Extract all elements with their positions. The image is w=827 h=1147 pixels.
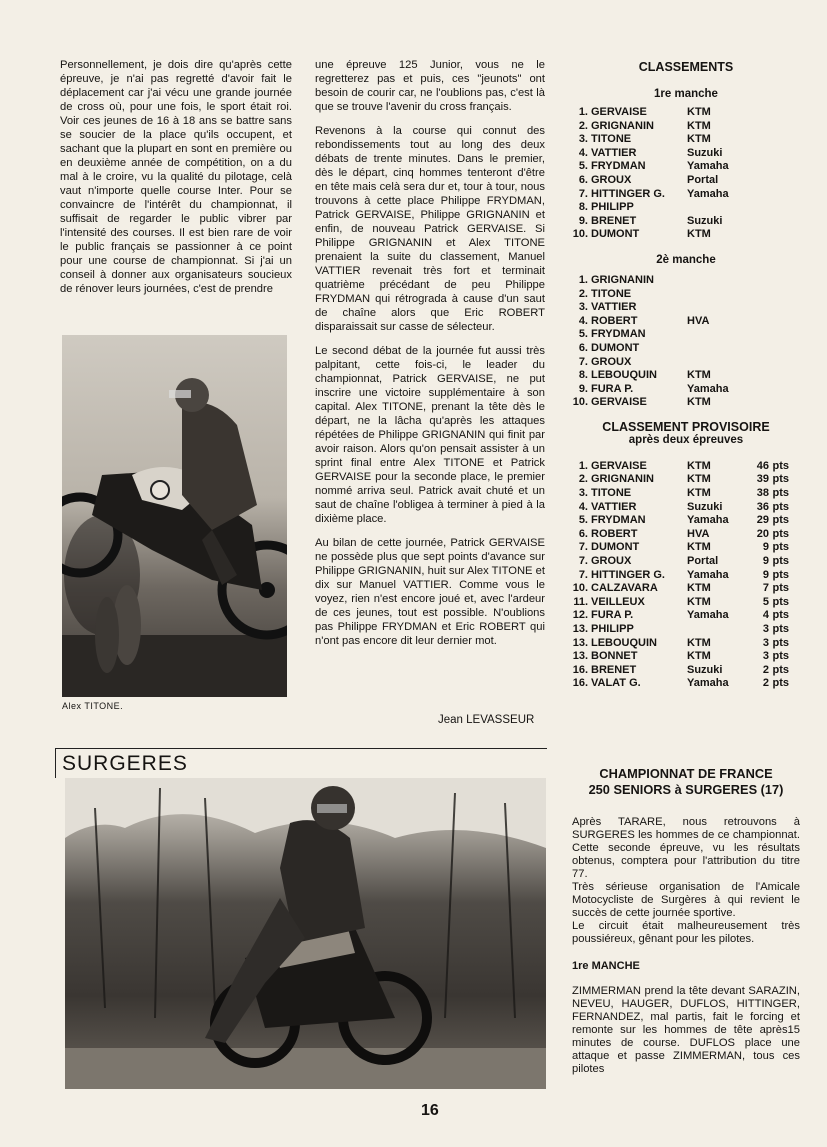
bike-make: Yamaha <box>687 382 729 395</box>
bike-make: Yamaha <box>687 568 729 581</box>
result-row <box>572 528 789 542</box>
points-cell <box>745 528 789 542</box>
rider-name: FRYDMAN <box>591 160 646 173</box>
points-value: 20 <box>756 527 769 540</box>
bike-make: KTM <box>687 396 711 409</box>
rider-name: BRENET <box>591 663 637 676</box>
rider-name: ROBERT <box>591 527 638 540</box>
result-row <box>572 369 745 383</box>
rider-name: FRYDMAN <box>591 514 646 527</box>
championnat-paragraph-1: Après TARARE, nous retrouvons à SURGERES les hommes de ce championnat. Cette seconde épreuve, vu les résultats obtenus, comptera pour l'attribution du titre 77. <box>572 816 800 880</box>
result-position: 11. <box>573 595 588 608</box>
points-value: 38 <box>756 487 769 500</box>
points-cell <box>745 487 789 501</box>
result-row <box>572 569 789 583</box>
article-column-2 <box>315 58 545 658</box>
rider-name: CALZAVARA <box>591 582 658 595</box>
bike-make: KTM <box>687 369 711 382</box>
author-signature: Jean LEVASSEUR <box>438 714 535 726</box>
championnat-manche-label: 1re MANCHE <box>572 960 640 972</box>
championnat-manche-text: ZIMMERMAN prend la tête devant SARAZIN, NEVEU, HAUGER, DUFLOS, HITTINGER, FERNANDEZ, mal partis, fait le forcing et remonte sur les hommes de tête après15 minutes de course. DUFLOS place une attaque et passe ZIMMERMAN, tous ces pilotes <box>572 985 800 1075</box>
article-paragraph: Le second débat de la journée fut aussi très palpitant, cette fois-ci, le leader du championnat, Patrick GERVAISE, ne put inscrire une victoire supplémentaire à son capital. Alex TITONE, prenant la tête dès le départ, ne la lâcha qu'après les attaques répétées de Philippe GRIGNANIN qui finit par avoir raison. Alors qu'on pensait assister à un sprint final entre Alex TITONE et Patrick GERVAISE pour la seconde place, le premier nommé arriva seul. Patrick avait chuté et un saut de chaîne l'obligea à terminer à pied à la dixième place. <box>315 345 545 525</box>
bike-make: Suzuki <box>687 146 723 159</box>
result-position: 1. <box>578 459 588 472</box>
bike-make: Yamaha <box>687 187 729 200</box>
rider-name: LEBOUQUIN <box>591 636 657 649</box>
points-value: 9 <box>762 541 769 554</box>
result-row <box>572 501 789 515</box>
result-position: 1. <box>578 273 588 286</box>
points-cell <box>745 514 789 528</box>
result-row <box>572 555 789 569</box>
points-unit: pts <box>772 636 789 649</box>
result-position: 2. <box>578 287 588 300</box>
classements-title: CLASSEMENTS <box>638 60 734 74</box>
result-position: 2. <box>578 473 588 486</box>
result-position: 3. <box>578 301 588 314</box>
bike-make: Yamaha <box>687 677 729 690</box>
result-position: 4. <box>578 500 588 513</box>
points-cell <box>745 623 789 637</box>
bike-make: HVA <box>687 527 710 540</box>
points-value: 2 <box>762 663 769 676</box>
result-position: 10. <box>572 228 588 241</box>
bike-make <box>687 274 745 288</box>
result-position: 4. <box>578 314 588 327</box>
points-unit: pts <box>772 514 789 527</box>
bike-make: Yamaha <box>687 160 729 173</box>
result-position: 6. <box>578 341 588 354</box>
result-row <box>572 514 789 528</box>
points-value: 3 <box>762 636 769 649</box>
article-paragraph: Revenons à la course qui connut des rebondissements tout au long des deux débats de trente minutes. Dans le premier, dès le départ, cinq hommes tenteront d'être en tête mais celà sera dur et, tour à tour, nous trouvons à cette place Philippe FRYDMAN, Patrick GERVAISE, Philippe GRIGNANIN et enfin, de nouveau Patrick GERVAISE. Si Philippe GRIGNANIN et Alex TITONE prenaient la suite du classement, Manuel VATTIER revenait très fort et terminait quatrième précédant de peu Philippe FRYDMAN qui rétrograda à cause d'un saut de chaîne alors que Eric ROBERT disparaissait sur casse de sélecteur. <box>315 125 545 333</box>
rider-name: BRENET <box>591 214 637 227</box>
result-position: 7. <box>578 555 588 568</box>
championnat-title-line2: 250 SENIORS à SURGERES (17) <box>588 782 784 797</box>
result-position: 5. <box>578 160 588 173</box>
bike-make: Yamaha <box>687 609 729 622</box>
bike-make: KTM <box>687 582 711 595</box>
manche1-table <box>572 106 745 242</box>
rider-name: HITTINGER G. <box>591 568 665 581</box>
championnat-paragraph-2: Très sérieuse organisation de l'Amicale Motocycliste de Surgères à qui revient le succès de cette journée sportive. <box>572 881 800 919</box>
rider-name: GROUX <box>591 355 632 368</box>
points-unit: pts <box>772 459 789 472</box>
article-paragraph: une épreuve 125 Junior, vous ne le regretterez pas et puis, ces "jeunots" ont besoin de courir car, ne l'oublions pas, c'est là que se trouve l'avenir du cross français. <box>315 59 545 113</box>
points-value: 4 <box>762 609 769 622</box>
provisoire-table <box>572 460 789 691</box>
rider-name: FURA P. <box>591 609 634 622</box>
article-paragraph: Au bilan de cette journée, Patrick GERVAISE ne possède plus que sept points d'avance sur Philippe GRIGNANIN, huit sur Alex TITONE et dix sur Manuel VATTIER. Comme vous le voyez, rien n'est encore joué et, avec l'ardeur de ces jeunes, tout est possible. N'oublions pas Philippe FRYDMAN et Eric ROBERT qui n'ont pas encore dit leur dernier mot. <box>315 537 545 647</box>
points-cell <box>745 596 789 610</box>
points-cell <box>745 555 789 569</box>
result-row <box>572 473 789 487</box>
bike-make: KTM <box>687 133 711 146</box>
result-row <box>572 487 789 501</box>
rider-name: GRIGNANIN <box>591 273 654 286</box>
points-cell <box>745 609 789 623</box>
result-row <box>572 288 745 302</box>
points-unit: pts <box>772 623 789 635</box>
result-row <box>572 383 745 397</box>
bike-make <box>687 301 745 315</box>
bike-make: KTM <box>687 487 711 500</box>
rider-name: FRYDMAN <box>591 328 646 341</box>
points-cell <box>745 637 789 651</box>
rider-name: VATTIER <box>591 301 637 314</box>
points-cell <box>745 460 789 474</box>
result-position: 3. <box>578 487 588 500</box>
rider-name: BONNET <box>591 650 638 663</box>
manche2-table <box>572 274 745 410</box>
article-paragraph: Personnellement, je dois dire qu'après cette épreuve, je n'ai pas regretté d'avoir fait le déplacement car j'ai vécu une grande journée de cross où, pour une fois, le sport était roi. Voir ces jeunes de 16 à 18 ans se battre sans se soucier de la place qu'ils occupent, et sachant que la plupart en sont en première ou en deuxième année de compétition, on a du mal à le croire, vu la qualité du pilotage, celà vaut n'importe quelle course Inter. Pour se convaincre de l'intérêt du championnat, il suffisait de regarder le public vibrer par l'intensité des courses. Il est bien rare de voir le public français se passionner à ce point pour une course de championnat. Si j'ai un conseil à donner aux organisateurs soucieux de rénover leurs journées, c'est de prendre <box>60 59 292 295</box>
bike-make <box>687 356 745 370</box>
result-position: 7. <box>578 541 588 554</box>
result-row <box>572 637 789 651</box>
manche2-title: 2è manche <box>656 253 716 266</box>
points-cell <box>745 569 789 583</box>
bike-make <box>687 328 745 342</box>
bike-make <box>687 342 745 356</box>
result-row <box>572 201 745 215</box>
bike-make: Yamaha <box>687 514 729 527</box>
result-position: 7. <box>578 187 588 200</box>
result-row <box>572 356 745 370</box>
rider-name: HITTINGER G. <box>591 187 665 200</box>
points-value: 9 <box>762 568 769 581</box>
points-value: 39 <box>756 473 769 486</box>
rider-name: GROUX <box>591 173 632 186</box>
photo-caption: Alex TITONE. <box>62 701 124 711</box>
championnat-paragraph-3: Le circuit était malheureusement très poussiéreux, gênant pour les pilotes. <box>572 920 800 945</box>
result-position: 1. <box>578 106 588 118</box>
rider-name: TITONE <box>591 487 632 500</box>
rider-name: DUMONT <box>591 341 640 354</box>
rider-name: GERVAISE <box>591 396 647 409</box>
bike-make: Suzuki <box>687 214 723 227</box>
surgeres-rider-photo <box>65 778 546 1089</box>
page-number: 16 <box>421 1102 439 1119</box>
points-unit: pts <box>772 609 789 622</box>
points-value: 9 <box>762 555 769 568</box>
result-row <box>572 596 789 610</box>
bike-make: KTM <box>687 473 711 486</box>
bike-make: Suzuki <box>687 500 723 513</box>
rider-name: GRIGNANIN <box>591 473 654 486</box>
points-unit: pts <box>772 677 789 690</box>
result-row <box>572 228 745 242</box>
result-position: 16. <box>572 663 588 676</box>
result-position: 10. <box>572 396 588 409</box>
result-row <box>572 541 789 555</box>
points-unit: pts <box>772 650 789 663</box>
section-label: SURGERES <box>55 748 175 778</box>
result-position: 4. <box>578 146 588 159</box>
rider-name: VATTIER <box>591 500 637 513</box>
result-row <box>572 174 745 188</box>
result-position: 9. <box>578 382 588 395</box>
rider-name: VALAT G. <box>591 677 641 690</box>
result-row <box>572 315 745 329</box>
result-row <box>572 650 789 664</box>
points-unit: pts <box>772 487 789 500</box>
result-row <box>572 460 789 474</box>
result-position: 10. <box>572 582 588 595</box>
points-cell <box>745 473 789 487</box>
result-row <box>572 147 745 161</box>
points-unit: pts <box>772 582 789 595</box>
result-position: 7. <box>578 568 588 581</box>
result-row <box>572 215 745 229</box>
rider-name: FURA P. <box>591 382 634 395</box>
bike-make: Portal <box>687 173 719 186</box>
points-value: 2 <box>762 677 769 690</box>
bike-make: KTM <box>687 595 711 608</box>
points-cell <box>745 650 789 664</box>
points-cell <box>745 664 789 678</box>
bike-make: Suzuki <box>687 663 723 676</box>
result-row <box>572 396 745 410</box>
result-row <box>572 274 745 288</box>
rider-name: DUMONT <box>591 228 640 241</box>
bike-make: KTM <box>687 636 711 649</box>
rider-name: GERVAISE <box>591 106 647 118</box>
bike-make: KTM <box>687 106 711 118</box>
provisoire-subtitle: après deux épreuves <box>628 433 744 446</box>
result-position: 16. <box>572 677 588 690</box>
rider-name: DUMONT <box>591 541 640 554</box>
championnat-title <box>572 766 800 798</box>
result-position: 5. <box>578 328 588 341</box>
result-position: 13. <box>572 650 588 663</box>
bike-make <box>687 623 745 637</box>
points-unit: pts <box>772 555 789 568</box>
result-position: 9. <box>578 214 588 227</box>
points-value: 7 <box>762 582 769 595</box>
bike-make: KTM <box>687 228 711 241</box>
provisoire-title: CLASSEMENT PROVISOIRE <box>602 419 770 434</box>
points-value: 36 <box>756 500 769 513</box>
result-position: 6. <box>578 527 588 540</box>
points-cell <box>745 677 789 691</box>
bike-make <box>687 201 745 215</box>
bike-make: KTM <box>687 541 711 554</box>
points-unit: pts <box>772 473 789 486</box>
points-value: 3 <box>762 650 769 663</box>
rider-name: VATTIER <box>591 146 637 159</box>
points-unit: pts <box>772 663 789 676</box>
points-cell <box>745 582 789 596</box>
result-row <box>572 328 745 342</box>
result-row <box>572 133 745 147</box>
points-unit: pts <box>772 595 789 608</box>
result-position: 8. <box>578 201 588 214</box>
result-row <box>572 677 789 691</box>
rider-name: TITONE <box>591 133 632 146</box>
rider-name: ROBERT <box>591 314 638 327</box>
result-position: 13. <box>572 636 588 649</box>
bike-make: KTM <box>687 459 711 472</box>
result-position: 13. <box>572 623 588 635</box>
results-column <box>572 60 800 691</box>
points-unit: pts <box>772 541 789 554</box>
result-row <box>572 342 745 356</box>
result-row <box>572 120 745 134</box>
result-row <box>572 301 745 315</box>
result-position: 5. <box>578 514 588 527</box>
points-value: 3 <box>762 623 769 635</box>
rider-name: LEBOUQUIN <box>591 369 657 382</box>
result-row <box>572 160 745 174</box>
rider-name: VEILLEUX <box>591 595 645 608</box>
bike-make: HVA <box>687 314 710 327</box>
section-rule <box>175 748 547 749</box>
rider-name: PHILIPP <box>591 201 634 214</box>
championnat-title-line1: CHAMPIONNAT DE FRANCE <box>599 766 773 781</box>
result-row <box>572 623 789 637</box>
points-cell <box>745 541 789 555</box>
points-unit: pts <box>772 568 789 581</box>
points-cell <box>745 501 789 515</box>
rider-jump-photo <box>62 335 287 697</box>
result-position: 12. <box>572 609 588 622</box>
bike-make: KTM <box>687 650 711 663</box>
result-position: 7. <box>578 355 588 368</box>
points-unit: pts <box>772 500 789 513</box>
result-row <box>572 609 789 623</box>
points-unit: pts <box>772 527 789 540</box>
bike-make <box>687 288 745 302</box>
bike-make: Portal <box>687 555 719 568</box>
result-position: 6. <box>578 173 588 186</box>
rider-name: TITONE <box>591 287 632 300</box>
rider-name: PHILIPP <box>591 623 634 635</box>
result-position: 3. <box>578 133 588 146</box>
points-value: 29 <box>756 514 769 527</box>
bike-make: KTM <box>687 119 711 132</box>
points-value: 46 <box>756 459 769 472</box>
result-row <box>572 582 789 596</box>
manche1-title: 1re manche <box>654 88 718 100</box>
result-row <box>572 188 745 202</box>
result-position: 8. <box>578 369 588 382</box>
points-value: 5 <box>762 595 769 608</box>
rider-name: GROUX <box>591 555 632 568</box>
rider-name: GRIGNANIN <box>591 119 654 132</box>
result-row <box>572 664 789 678</box>
article-column-1 <box>60 58 292 306</box>
result-row <box>572 106 745 120</box>
championnat-block <box>572 766 800 1076</box>
rider-name: GERVAISE <box>591 459 647 472</box>
result-position: 2. <box>578 119 588 132</box>
